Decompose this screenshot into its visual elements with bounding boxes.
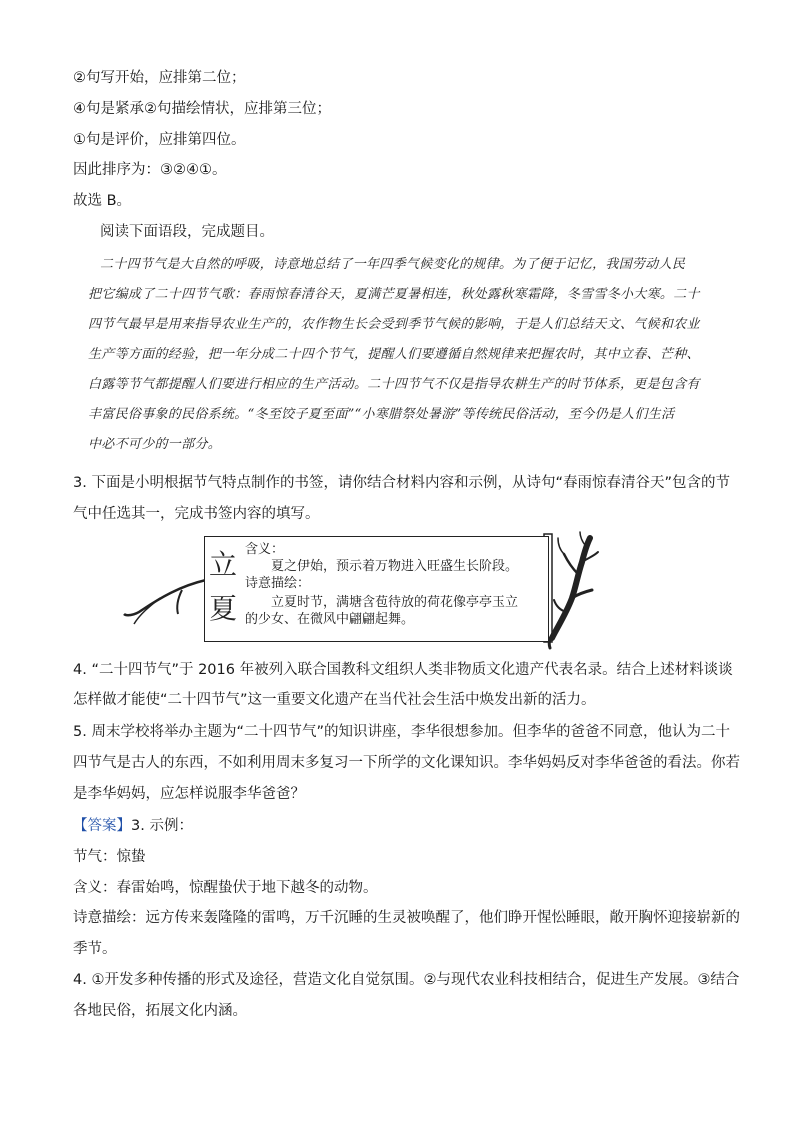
question-3-line: 3. 下面是小明根据节气特点制作的书签，请你结合材料内容和示例，从诗句“春雨惊春清谷天”包含的节 xyxy=(73,475,730,491)
bookmark-poetic-label: 诗意描绘： xyxy=(245,576,311,591)
answer-poetic: 诗意描绘：远方传来轰隆隆的雷鸣，万千沉睡的生灵被唤醒了，他们睁开惺忪睡眼，敞开胸怀迎接崭新的 xyxy=(73,910,740,926)
bookmark-poetic-text: 的少女、在微风中翩翩起舞。 xyxy=(245,612,415,627)
bookmark-char-li: 立 xyxy=(209,548,238,581)
text-line: ②句写开始，应排第二位； xyxy=(73,70,246,86)
answer-header xyxy=(73,816,733,836)
question-5-line: 四节气是古人的东西，不如利用周末多复习一下所学的文化课知识。李华妈妈反对李华爸爸的看法。你若 xyxy=(73,755,740,771)
passage-line: 中必不可少的一部分。 xyxy=(88,437,222,452)
question-3-line: 气中任选其一，完成书签内容的填写。 xyxy=(73,506,320,522)
bookmark-card xyxy=(204,536,549,642)
question-5-line: 是李华妈妈，应怎样说服李华爸爸？ xyxy=(73,786,305,802)
bookmark-poetic-text: 立夏时节，满塘含苞待放的荷花像亭亭玉立 xyxy=(271,595,519,610)
question-4-line: 怎样做才能使“二十四节气”这一重要文化遗产在当代社会生活中焕发出新的活力。 xyxy=(73,692,596,708)
answer-poetic: 季节。 xyxy=(73,941,117,957)
passage-line: 白露等节气都提醒人们要进行相应的生产活动。二十四节气不仅是指导农耕生产的时节体系，更是包含有 xyxy=(88,377,700,392)
passage-line: 四节气最早是用来指导农业生产的，农作物生长会受到季节气候的影响，于是人们总结天文、气候和农业 xyxy=(88,317,700,332)
bookmark-char-xia: 夏 xyxy=(209,592,238,625)
text-line: 故选 B。 xyxy=(73,193,132,209)
text-line: 因此排序为：③②④①。 xyxy=(73,162,227,178)
bookmark-meaning-text: 夏之伊始，预示着万物进入旺盛生长阶段。 xyxy=(271,559,519,574)
text-line: ④句是紧承②句描绘情状，应排第三位； xyxy=(73,101,331,117)
question-4-line: 4. “二十四节气”于 2016 年被列入联合国教科文组织人类非物质文化遗产代表名录。结合上述材料谈谈 xyxy=(73,662,733,678)
passage-line: 二十四节气是大自然的呼吸，诗意地总结了一年四季气候变化的规律。为了便于记忆，我国劳动人民 xyxy=(100,257,686,272)
answer-q4: 各地民俗，拓展文化内涵。 xyxy=(73,1003,247,1019)
bookmark-meaning-label: 含义： xyxy=(245,542,285,557)
text-line: ①句是评价，应排第四位。 xyxy=(73,132,246,148)
answer-meaning: 含义：春雷始鸣，惊醒蛰伏于地下越冬的动物。 xyxy=(73,880,378,896)
answer-q3-intro: 3. 示例： xyxy=(131,818,193,834)
passage-line: 生产等方面的经验，把一年分成二十四个节气，提醒人们要遵循自然规律来把握农时，其中立春、芒种、 xyxy=(88,347,700,362)
bookmark-illustration xyxy=(120,528,600,658)
question-5-line: 5. 周末学校将举办主题为“二十四节气”的知识讲座，李华很想参加。但李华的爸爸不同意，他认为二十 xyxy=(73,724,730,740)
answer-q4: 4. ①开发多种传播的形式及途径，营造文化自觉氛围。②与现代农业科技相结合，促进生产发展。③结合 xyxy=(73,972,740,988)
reading-prompt: 阅读下面语段，完成题目。 xyxy=(100,224,274,240)
passage-line: 丰富民俗事象的民俗系统。“冬至饺子夏至面”“小寒腊祭处暑游”等传统民俗活动，至今仍是人们生活 xyxy=(88,407,675,422)
answer-tag: 【答案】 xyxy=(73,818,131,834)
answer-term: 节气：惊蛰 xyxy=(73,849,146,865)
passage-line: 把它编成了二十四节气歌：春雨惊春清谷天，夏满芒夏暑相连，秋处露秋寒霜降，冬雪雪冬小大寒。二十 xyxy=(88,287,700,302)
